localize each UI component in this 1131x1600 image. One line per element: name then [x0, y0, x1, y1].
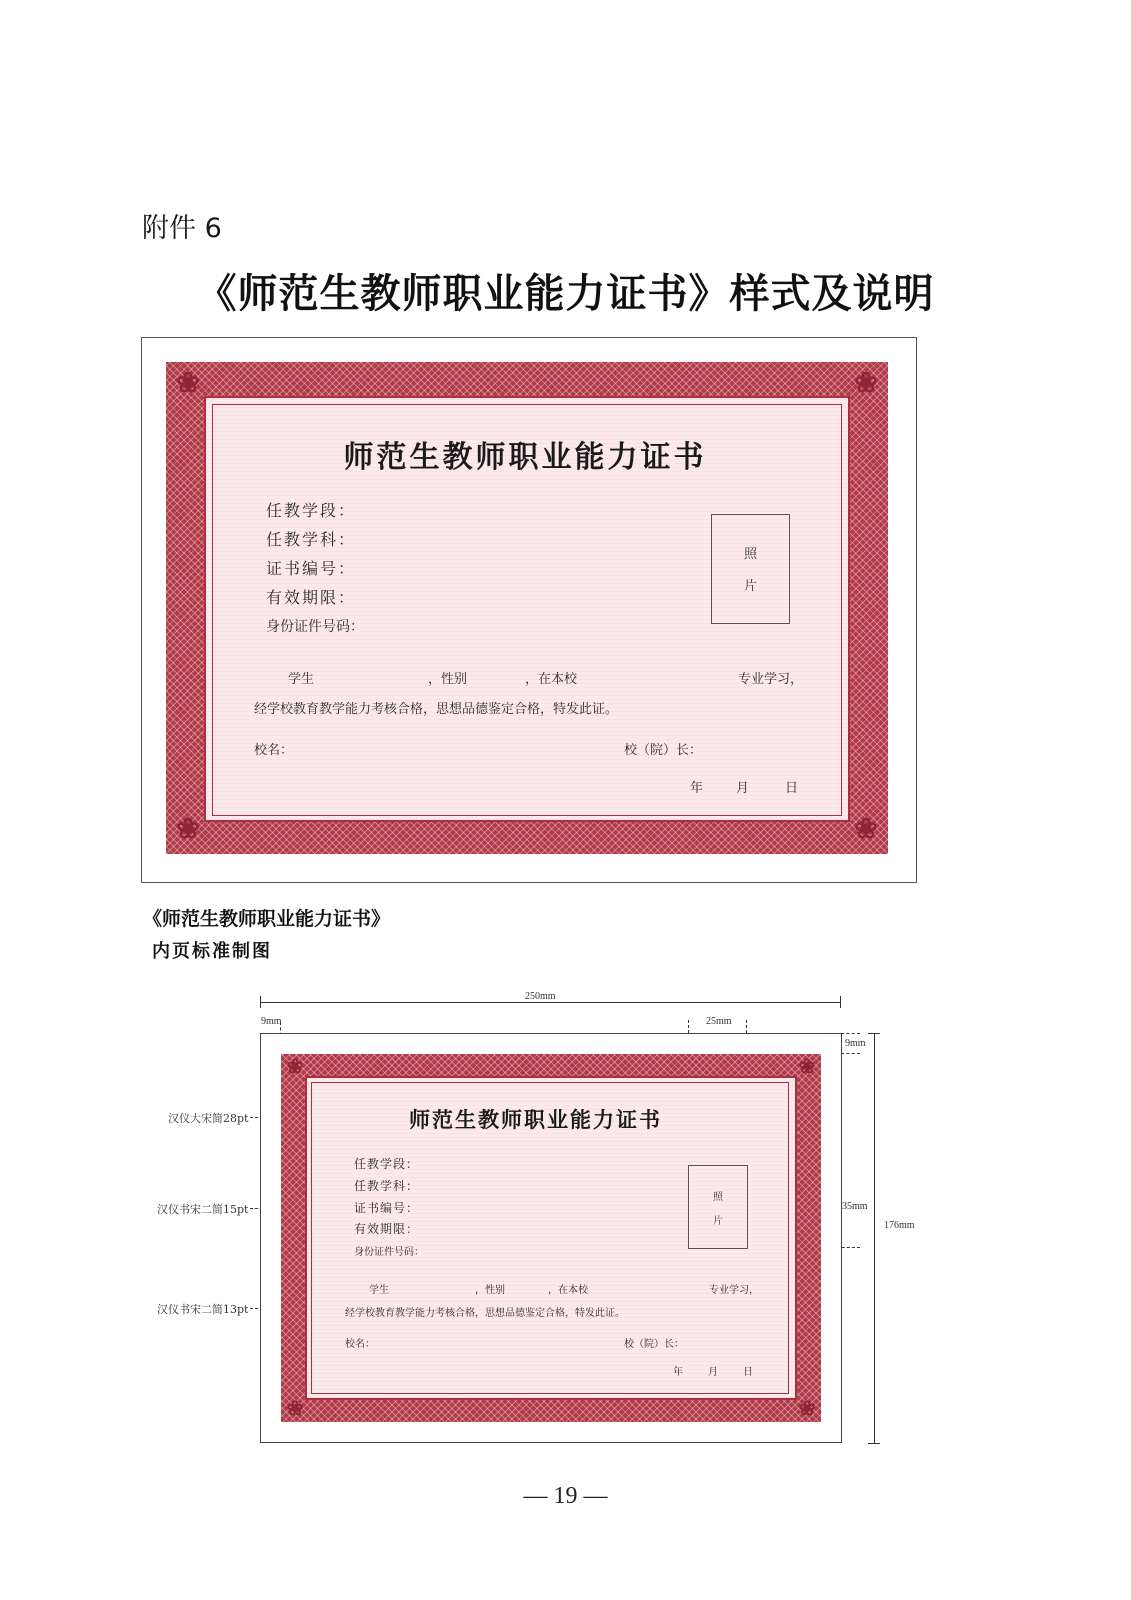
date-year: 年 [690, 781, 704, 796]
photo-label-2: 片 [743, 579, 757, 594]
sentence-student: 学生 [369, 1285, 389, 1296]
dimension-photo-height: 35mm [842, 1201, 868, 1212]
page-number: — 19 — [523, 1483, 608, 1509]
annotation-body-font: 汉仪书宋二简13pt [157, 1303, 249, 1316]
field-id-number: 身份证件号码： [354, 1247, 424, 1258]
field-validity-period: 有效期限： [266, 588, 357, 607]
dimension-tick-top [868, 1033, 880, 1034]
date-day: 日 [743, 1367, 753, 1378]
corner-ornament-icon: ❀ [854, 812, 878, 845]
field-certificate-number: 证书编号： [266, 559, 357, 578]
document-title: 《师范生教师职业能力证书》样式及说明 [196, 270, 935, 317]
sentence-at-school: ，在本校 [548, 1285, 588, 1296]
certificate-title: 师范生教师职业能力证书 [343, 440, 707, 475]
attachment-label: 附件 6 [142, 213, 222, 244]
diagram-caption-line1: 《师范生教师职业能力证书》 [143, 908, 391, 930]
dimension-tick-bottom [868, 1443, 880, 1444]
sentence-gender: ，性别 [475, 1285, 505, 1296]
sentence-gender: ，性别 [428, 672, 468, 687]
photo-label-1: 照 [713, 1192, 723, 1203]
corner-ornament-icon: ❀ [798, 1396, 816, 1420]
date-month: 月 [736, 781, 750, 796]
field-teaching-subject: 任教学科： [354, 1179, 420, 1193]
photo-label-2: 片 [713, 1216, 723, 1227]
field-teaching-subject: 任教学科： [266, 530, 357, 549]
sentence-at-school: ，在本校 [525, 672, 578, 687]
field-teaching-stage: 任教学段： [354, 1157, 420, 1171]
dimension-tick-left [260, 996, 261, 1008]
dimension-height-total: 176mm [884, 1220, 915, 1231]
date-year: 年 [673, 1367, 683, 1378]
date-month: 月 [708, 1367, 718, 1378]
annotation-fields-font: 汉仪书宋二简15pt [157, 1203, 249, 1216]
dimension-tick-right [840, 996, 841, 1008]
field-teaching-stage: 任教学段： [266, 501, 357, 520]
field-certificate-number: 证书编号： [354, 1201, 420, 1215]
sentence-major: 专业学习， [738, 672, 804, 687]
dimension-line-width [260, 1002, 840, 1003]
dimension-line-height [874, 1033, 875, 1443]
photo-box [711, 514, 790, 624]
corner-ornament-icon: ❀ [176, 366, 200, 399]
sentence-student: 学生 [288, 672, 315, 687]
sentence-qualification: 经学校教育教学能力考核合格，思想品德鉴定合格，特发此证。 [345, 1308, 625, 1319]
dimension-margin-left: 9mm [261, 1016, 282, 1027]
corner-ornament-icon: ❀ [286, 1396, 304, 1420]
annotation-title-font: 汉仪大宋简28pt [168, 1112, 249, 1125]
dimension-width-total: 250mm [525, 991, 556, 1002]
certificate-title: 师范生教师职业能力证书 [409, 1107, 662, 1132]
certificate-sample-frame [141, 337, 917, 883]
corner-ornament-icon: ❀ [286, 1054, 304, 1078]
corner-ornament-icon: ❀ [798, 1054, 816, 1078]
sentence-qualification: 经学校教育教学能力考核合格，思想品德鉴定合格，特发此证。 [254, 702, 619, 717]
corner-ornament-icon: ❀ [854, 366, 878, 399]
dimension-margin-top: 9mm [845, 1038, 866, 1049]
field-validity-period: 有效期限： [354, 1222, 420, 1236]
photo-label-1: 照 [743, 547, 757, 562]
field-id-number: 身份证件号码： [266, 619, 364, 635]
corner-ornament-icon: ❀ [176, 812, 200, 845]
sentence-major: 专业学习， [709, 1285, 759, 1296]
dimension-photo-width: 25mm [706, 1016, 732, 1027]
school-name-label: 校名： [254, 743, 294, 758]
president-label: 校（院）长： [624, 1339, 684, 1350]
certificate-diagram-frame [260, 1033, 842, 1443]
date-day: 日 [785, 781, 799, 796]
diagram-caption-line2: 内页标准制图 [152, 941, 272, 962]
president-label: 校（院）长： [624, 743, 703, 758]
photo-box [688, 1165, 748, 1249]
school-name-label: 校名： [345, 1339, 375, 1350]
